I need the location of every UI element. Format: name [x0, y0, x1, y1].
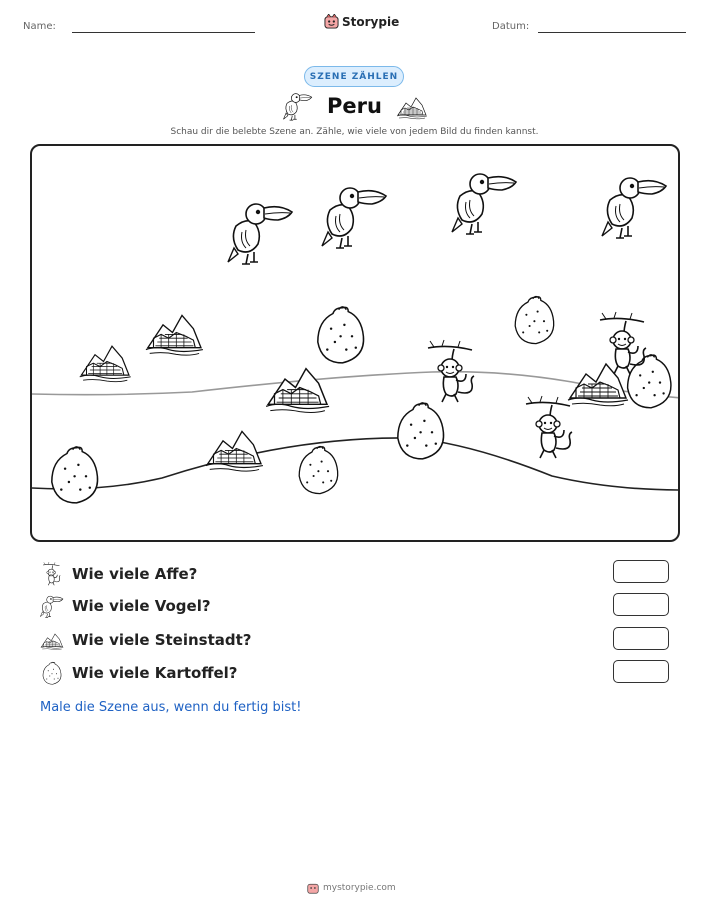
name-label: Name: [23, 21, 56, 32]
stone-city-icon [266, 369, 329, 413]
date-field[interactable] [538, 32, 686, 33]
storypie-logo [324, 14, 399, 29]
page-title: Peru [327, 94, 382, 118]
stone-city-icon [40, 628, 64, 652]
brand-name: Storypie [342, 14, 400, 29]
site-url[interactable]: mystorypie.com [323, 883, 396, 893]
counting-scene [30, 144, 680, 542]
question-potatoes [40, 661, 238, 685]
question-text: Wie viele Vogel? [72, 597, 211, 615]
name-field[interactable] [72, 32, 255, 33]
potato-icon [299, 446, 338, 493]
question-monkeys [40, 562, 197, 586]
instructions: Schau dir die belebte Szene an. Zähle, wie viele von jedem Bild du finden kannst. [170, 127, 539, 137]
potato-icon [318, 307, 364, 363]
scene-illustration [32, 146, 680, 542]
storypie-logo-icon [324, 14, 339, 29]
question-stone-cities [40, 628, 252, 652]
coloring-note: Male die Szene aus, wenn du fertig bist! [40, 700, 302, 715]
stone-city-icon [206, 431, 263, 471]
potato-icon [52, 447, 98, 503]
answer-box-potatoes[interactable] [613, 660, 669, 683]
monkey-icon [526, 396, 572, 458]
toucan-icon [228, 204, 292, 264]
answer-box-stone-cities[interactable] [613, 627, 669, 650]
potato-icon [515, 296, 554, 343]
toucan-icon [322, 188, 386, 248]
potato-icon [628, 355, 671, 408]
stone-city-icon [80, 346, 131, 382]
stone-city-icon [568, 364, 628, 406]
site-footer [307, 882, 396, 894]
monkey-icon [40, 562, 64, 586]
question-text: Wie viele Affe? [72, 565, 198, 583]
answer-box-monkeys[interactable] [613, 560, 669, 583]
potato-icon [40, 661, 64, 685]
stone-city-icon [396, 92, 428, 120]
monkey-icon [428, 340, 474, 402]
hill-line-front [32, 438, 680, 490]
potato-icon [398, 403, 444, 459]
activity-badge: SZENE ZÄHLEN [304, 66, 404, 87]
stone-city-icon [146, 315, 203, 355]
question-text: Wie viele Steinstadt? [72, 631, 252, 649]
answer-box-birds[interactable] [613, 593, 669, 616]
toucan-icon [452, 174, 516, 234]
question-birds [40, 594, 211, 618]
date-label: Datum: [492, 21, 530, 32]
storypie-logo-icon [307, 882, 319, 894]
toucan-icon [40, 594, 64, 618]
toucan-icon [602, 178, 666, 238]
question-text: Wie viele Kartoffel? [72, 664, 238, 682]
